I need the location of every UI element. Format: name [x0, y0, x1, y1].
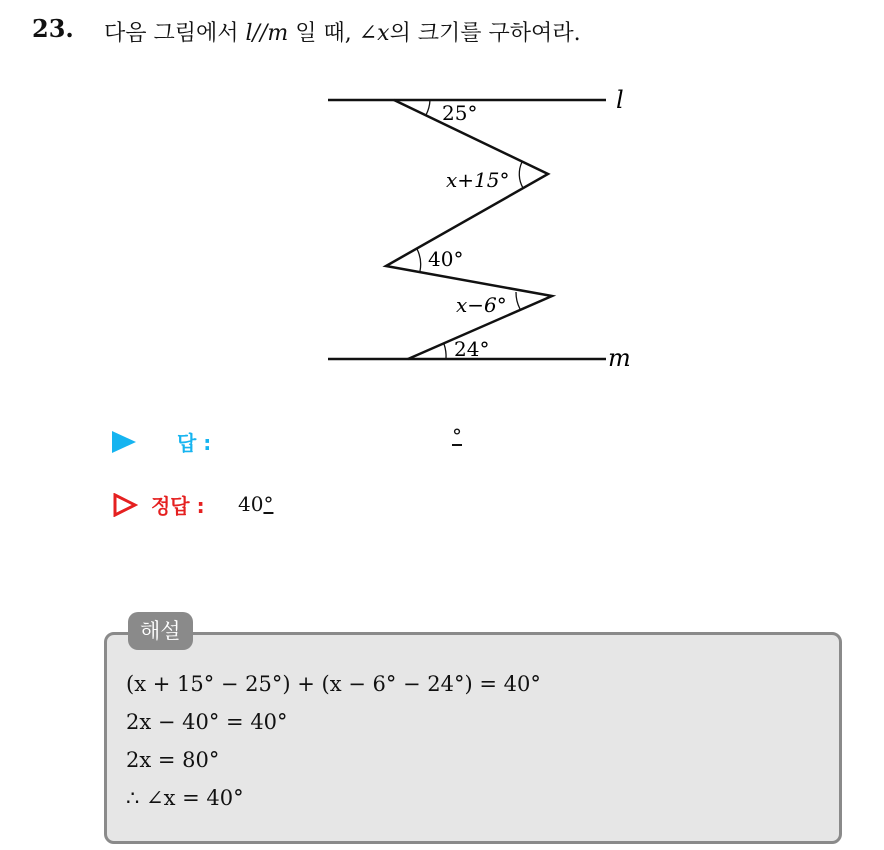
- answer-label: 답 :: [176, 431, 212, 455]
- geometry-figure: [320, 82, 650, 382]
- explanation-line-4: ∴ ∠x = 40°: [126, 786, 244, 810]
- question-text: [104, 16, 581, 47]
- angle-label-25: 25°: [442, 101, 478, 125]
- question-text-post: 의 크기를 구하여라.: [389, 21, 581, 46]
- correct-answer-row: [112, 490, 205, 519]
- arc-x6: [516, 292, 520, 309]
- arc-40: [417, 249, 421, 271]
- question-number: 23.: [32, 14, 74, 43]
- explanation-line-1: (x + 15° − 25°) + (x − 6° − 24°) = 40°: [126, 672, 541, 696]
- answer-blank[interactable]: °: [452, 424, 462, 448]
- correct-value-number: 40: [238, 492, 264, 516]
- arc-25: [426, 100, 430, 115]
- question-text-mid: 일 때,: [288, 21, 359, 46]
- explanation-line-2: 2x − 40° = 40°: [126, 710, 288, 734]
- play-triangle-icon: [112, 431, 136, 453]
- angle-x-notation: ∠x: [358, 21, 390, 46]
- angle-label-40: 40°: [428, 247, 464, 271]
- correct-answer-label: 정답 :: [150, 494, 205, 518]
- angle-label-x6: x−6°: [456, 293, 507, 317]
- arc-x15: [519, 162, 523, 188]
- angle-label-x15: x+15°: [446, 168, 510, 192]
- angle-label-24: 24°: [454, 337, 490, 361]
- answer-row: [112, 427, 211, 456]
- explanation-line-3: 2x = 80°: [126, 748, 220, 772]
- label-line-l: l: [616, 86, 624, 114]
- correct-value-unit: °: [263, 492, 274, 516]
- outline-triangle-icon: [112, 493, 138, 517]
- explanation-box: [104, 632, 842, 844]
- arc-24: [444, 344, 446, 359]
- parallel-notation: l//m: [245, 21, 289, 46]
- correct-answer-value: [238, 492, 273, 516]
- label-line-m: m: [608, 344, 631, 372]
- zigzag-path: [386, 100, 552, 359]
- question-text-pre: 다음 그림에서: [104, 21, 246, 46]
- explanation-tab: 해설: [128, 612, 193, 650]
